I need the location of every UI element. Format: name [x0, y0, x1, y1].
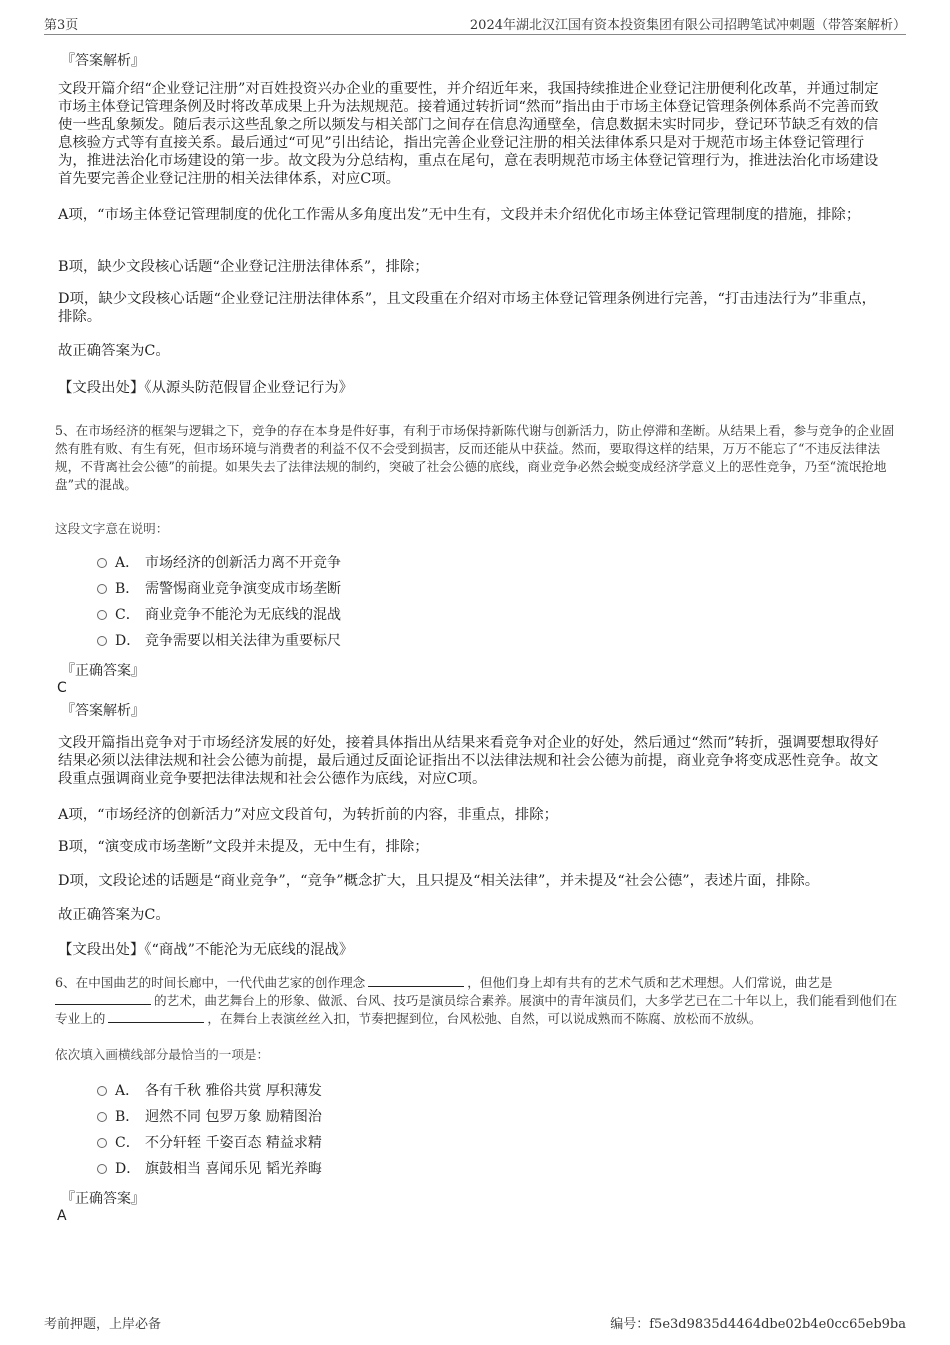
- q5-options: [55, 550, 341, 654]
- q5-option-a-analysis: A项，“市场经济的创新活力”对应文段首句，为转折前的内容，非重点，排除；: [58, 807, 558, 823]
- q4-conclusion: 故正确答案为C。: [58, 343, 170, 359]
- q6-answer-heading: 『正确答案』: [61, 1191, 145, 1207]
- q5-option-d-analysis: D项，文段论述的话题是“商业竞争”，“竞争”概念扩大，且只提及“相关法律”，并未提及“社会公德”，表述片面，排除。: [58, 873, 820, 889]
- q5-conclusion: 故正确答案为C。: [58, 907, 170, 923]
- q5-option-b[interactable]: B． 需警惕商业竞争演变成市场垄断: [97, 576, 341, 602]
- fill-blank: [368, 974, 464, 987]
- radio-icon[interactable]: [97, 636, 107, 646]
- q6-question: 6、在中国曲艺的时间长廊中，一代代曲艺家的创作理念 ，但他们身上却有共有的艺术气质和艺术理想。人们常说，曲艺是 的艺术，曲艺舞台上的形象、做派、台风、技巧是演员综合素养。展演中的青年演员们，大多学艺已在二十年以上，我们能看到他们在专业上的 ，在舞台上表演丝丝入扣，节奏把握到位，台风松弛、自然，可以说成熟而不陈腐、放松而不放纵。: [55, 975, 898, 1026]
- q6-options: [55, 1078, 322, 1182]
- page-content: [55, 44, 900, 1224]
- radio-icon[interactable]: [97, 610, 107, 620]
- q5-option-a[interactable]: A． 市场经济的创新活力离不开竞争: [97, 550, 341, 576]
- q6-option-a[interactable]: A． 各有千秋 雅俗共赏 厚积薄发: [97, 1078, 322, 1104]
- q4-source: 【文段出处】《从源头防范假冒企业登记行为》: [58, 380, 354, 396]
- q5-answer-heading: 『正确答案』: [61, 663, 145, 679]
- radio-icon[interactable]: [97, 1138, 107, 1148]
- q4-analysis: 文段开篇介绍“企业登记注册”对百姓投资兴办企业的重要性，并介绍近年来，我国持续推进企业登记注册便利化改革，并通过制定市场主体登记管理条例及时将改革成果上升为法规规范。接着通过转折词“然而”指出由于市场主体登记管理条例体系尚不完善而致使一些乱象频发。随后表示这些乱象之所以频发与相关部门之间存在信息沟通壁垒，信息数据未实时同步，登记环节缺乏有效的信息核验方式等有直接关系。最后通过“可见”引出结论，指出完善企业登记注册的相关法律体系只是对于规范市场主体登记管理行为，推进法治化市场建设的第一步。故文段为分总结构，重点在尾句，意在表明规范市场主体登记管理行为，推进法治化市场建设首先要完善企业登记注册的相关法律体系，对应C项。: [58, 81, 879, 187]
- radio-icon[interactable]: [97, 1164, 107, 1174]
- q5-analysis-heading: 『答案解析』: [61, 703, 145, 719]
- radio-icon[interactable]: [97, 1112, 107, 1122]
- q5-answer: C: [57, 680, 67, 696]
- q6-answer: A: [57, 1208, 67, 1224]
- page-number: 第3页: [44, 18, 79, 33]
- q6-prompt: 依次填入画横线部分最恰当的一项是：: [55, 1047, 270, 1062]
- fill-blank: [108, 1010, 204, 1023]
- q4-option-d-analysis: D项，缺少文段核心话题“企业登记注册法律体系”，且文段重在介绍对市场主体登记管理条例进行完善，“打击违法行为”非重点，排除。: [58, 291, 877, 325]
- q5-analysis: 文段开篇指出竞争对于市场经济发展的好处，接着具体指出从结果来看竞争对企业的好处，然后通过“然而”转折，强调要想取得好结果必须以法律法规和社会公德为前提，最后通过反面论证指出不以法律法规和社会公德为前提，商业竞争将变成恶性竞争。故文段重点强调商业竞争要把法律法规和社会公德作为底线，对应C项。: [58, 735, 879, 787]
- footer-serial: 编号：f5e3d9835d4464dbe02b4e0cc65eb9ba: [610, 1317, 906, 1332]
- radio-icon[interactable]: [97, 1086, 107, 1096]
- q6-option-c[interactable]: C． 不分轩轾 千姿百态 精益求精: [97, 1130, 322, 1156]
- q5-question: 5、在市场经济的框架与逻辑之下，竞争的存在本身是件好事，有利于市场保持新陈代谢与创新活力，防止停滞和垄断。从结果上看，参与竞争的企业固然有胜有败、有生有死，但市场环境与消费者的利益不仅不会受到损害，反而还能从中获益。然而，要取得这样的结果，万万不能忘了“不违反法律法规，不背离社会公德”的前提。如果失去了法律法规的制约，突破了社会公德的底线，商业竞争必然会蜕变成经济学意义上的恶性竞争，乃至“流氓抢地盘”式的混战。: [55, 423, 895, 492]
- q4-option-a-analysis: A项，“市场主体登记管理制度的优化工作需从多角度出发”无中生有，文段并未介绍优化市场主体登记管理制度的措施，排除；: [58, 207, 861, 223]
- q4-option-b-analysis: B项，缺少文段核心话题“企业登记注册法律体系”，排除；: [58, 259, 429, 275]
- q5-source: 【文段出处】《“商战”不能沦为无底线的混战》: [58, 942, 354, 958]
- footer-slogan: 考前押题，上岸必备: [44, 1317, 162, 1332]
- page-header: [44, 12, 906, 35]
- radio-icon[interactable]: [97, 584, 107, 594]
- q6-option-d[interactable]: D． 旗鼓相当 喜闻乐见 韬光养晦: [97, 1156, 322, 1182]
- q5-option-b-analysis: B项，“演变成市场垄断”文段并未提及，无中生有，排除；: [58, 839, 429, 855]
- radio-icon[interactable]: [97, 558, 107, 568]
- q5-option-c[interactable]: C． 商业竞争不能沦为无底线的混战: [97, 602, 341, 628]
- q5-prompt: 这段文字意在说明：: [55, 521, 169, 536]
- document-title: 2024年湖北汉江国有资本投资集团有限公司招聘笔试冲刺题（带答案解析）: [469, 18, 906, 33]
- q4-analysis-heading: 『答案解析』: [61, 53, 145, 69]
- q6-option-b[interactable]: B． 迥然不同 包罗万象 励精图治: [97, 1104, 322, 1130]
- q5-option-d[interactable]: D． 竞争需要以相关法律为重要标尺: [97, 628, 341, 654]
- fill-blank: [55, 992, 151, 1005]
